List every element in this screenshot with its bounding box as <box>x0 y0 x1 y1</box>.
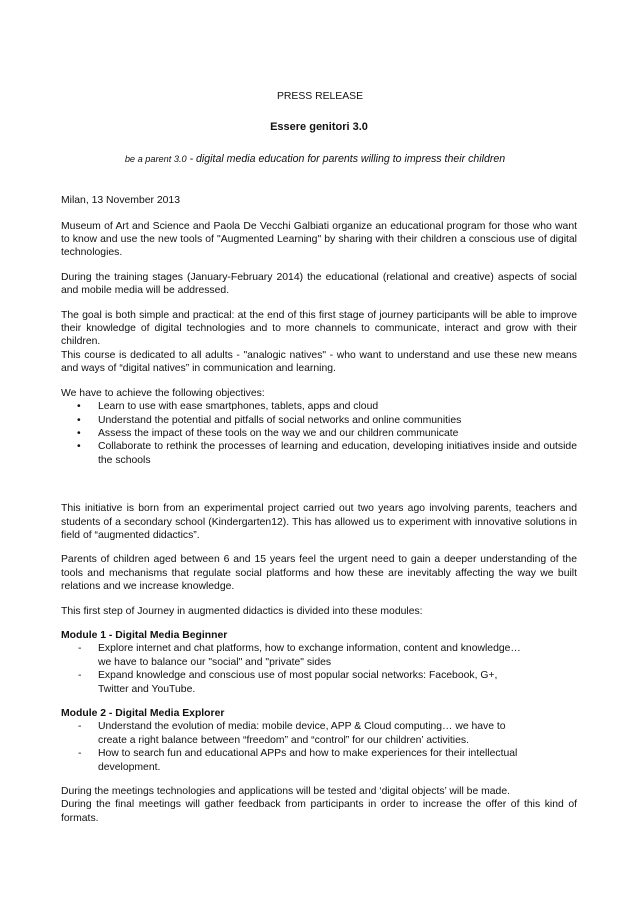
paragraph-intro: Museum of Art and Science and Paola De Vecchi Galbiati organize an educational program for those who want to know and use the new tools of "Augmented Learning" by sharing with their children a conscious use of digital technologies. <box>61 220 577 259</box>
paragraph-training-stages: During the training stages (January-February 2014) the educational (relational and creative) aspects of social and mobile media will be addressed. <box>61 271 577 297</box>
document-subtitle <box>61 153 577 166</box>
paragraph-meetings: During the meetings technologies and applications will be tested and ‘digital objects’ will be made. <box>61 786 510 798</box>
module-1-list <box>61 642 577 696</box>
module-1-title: Module 1 - Digital Media Beginner <box>61 629 228 641</box>
paragraph-audience: This course is dedicated to all adults - "analogic natives" - who want to understand and use these new means and ways of “digital natives” in communication and learning. <box>61 349 577 375</box>
objective-item: • Assess the impact of these tools on the way we and our children communicate <box>61 427 577 440</box>
module-item: - Expand knowledge and conscious use of most popular social networks: Facebook, G+, Twitter and YouTube. <box>61 669 577 696</box>
paragraph-origin: This initiative is born from an experimental project carried out two years ago involving parents, teachers and students of a secondary school (Kindergarten12). This has allowed us to experiment with innovative solutions in field of “augmented didactics”. <box>61 503 577 541</box>
spacer <box>61 478 577 502</box>
subtitle-prefix: be a parent 3.0 <box>124 153 187 164</box>
module-item: - Explore internet and chat platforms, how to exchange information, content and knowledge… we have to balance our "social" and "private" sides <box>61 642 577 669</box>
document-title: Essere genitori 3.0 <box>270 121 368 134</box>
objective-item: • Understand the potential and pitfalls of social networks and online communities <box>61 414 577 427</box>
paragraph-goal: The goal is both simple and practical: at the end of this first stage of journey participants will be able to improve their knowledge of digital technologies and to more channels to communicate, interact and grow with their children. <box>61 309 577 348</box>
dateline: Milan, 13 November 2013 <box>61 195 180 207</box>
module-2-title: Module 2 - Digital Media Explorer <box>61 708 225 719</box>
press-release-label: PRESS RELEASE <box>276 91 364 102</box>
paragraph-parents: Parents of children aged between 6 and 15 years feel the urgent need to gain a deeper understanding of the tools and mechanisms that regulate social platforms and how these are inevitably affecting the way we built relations and we increase knowledge. <box>61 554 577 593</box>
objective-item: • Learn to use with ease smartphones, tablets, apps and cloud <box>61 400 577 413</box>
objectives-intro: We have to achieve the following objectives: <box>61 387 265 399</box>
module-item: - Understand the evolution of media: mobile device, APP & Cloud computing… we have to create a right balance between “freedom” and “control” for our children’ activities. <box>61 720 577 747</box>
subtitle-rest: - digital media education for parents willing to impress their children <box>186 152 506 165</box>
paragraph-modules-intro: This first step of Journey in augmented didactics is divided into these modules: <box>61 605 423 617</box>
paragraph-feedback: During the final meetings will gather feedback from participants in order to increase the offer of this kind of formats. <box>61 799 577 824</box>
objective-item: • Collaborate to rethink the processes of learning and education, developing initiatives inside and outside the schools <box>61 440 577 467</box>
objectives-list <box>61 400 577 467</box>
module-2-list <box>61 720 577 774</box>
module-item: - How to search fun and educational APPs and how to make experiences for their intellectual development. <box>61 747 577 774</box>
